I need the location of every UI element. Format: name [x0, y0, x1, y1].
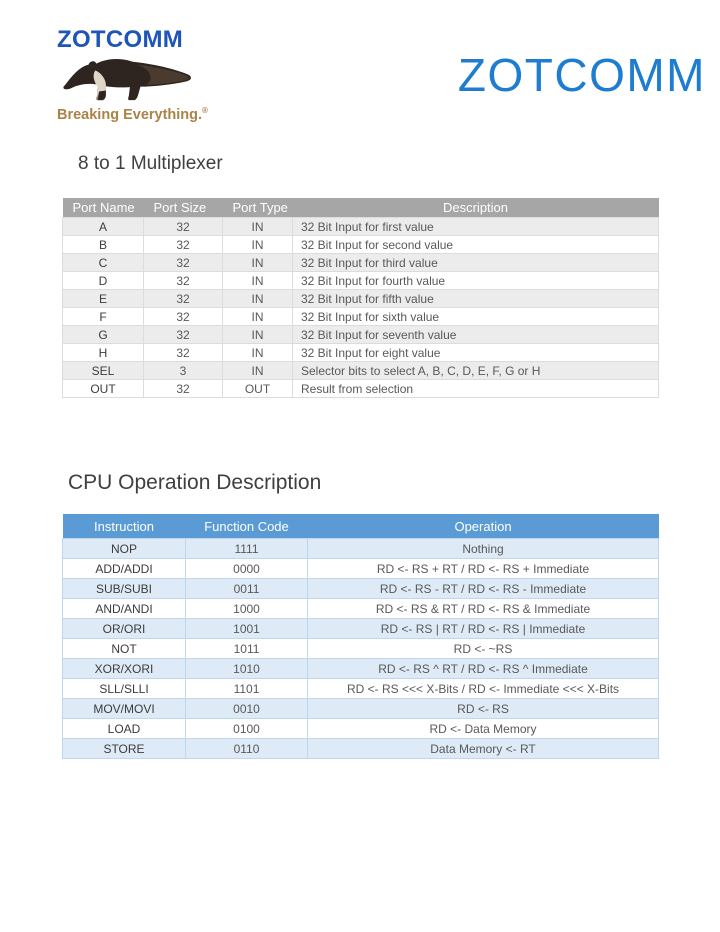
table-row: [63, 739, 659, 759]
table-cell: OR/ORI: [63, 619, 186, 639]
table-cell: 32: [144, 272, 223, 290]
table-cell: H: [63, 344, 144, 362]
table-cell: Selector bits to select A, B, C, D, E, F, G or H: [293, 362, 659, 380]
table-cell: AND/ANDI: [63, 599, 186, 619]
table-cell: IN: [223, 218, 293, 236]
table-cell: E: [63, 290, 144, 308]
table-row: [63, 290, 659, 308]
table-cell: 32: [144, 308, 223, 326]
table-cell: MOV/MOVI: [63, 699, 186, 719]
table-row: [63, 679, 659, 699]
column-header: Operation: [308, 514, 659, 539]
table-cell: 32 Bit Input for seventh value: [293, 326, 659, 344]
table-cell: 32 Bit Input for sixth value: [293, 308, 659, 326]
table-row: [63, 362, 659, 380]
table-row: [63, 308, 659, 326]
table-cell: OUT: [63, 380, 144, 398]
table-cell: 1101: [186, 679, 308, 699]
table-cell: B: [63, 236, 144, 254]
column-header: Instruction: [63, 514, 186, 539]
table-row: [63, 659, 659, 679]
table-cell: IN: [223, 236, 293, 254]
table-cell: 1111: [186, 539, 308, 559]
table-cell: 32 Bit Input for second value: [293, 236, 659, 254]
table-row: [63, 719, 659, 739]
table-cell: 32 Bit Input for fourth value: [293, 272, 659, 290]
table-cell: 1010: [186, 659, 308, 679]
column-header: Port Size: [144, 198, 223, 218]
table-cell: 0011: [186, 579, 308, 599]
table-row: [63, 639, 659, 659]
column-header: Port Name: [63, 198, 144, 218]
column-header: Function Code: [186, 514, 308, 539]
table-cell: 1001: [186, 619, 308, 639]
registered-trademark: ®: [202, 106, 208, 115]
table-cell: RD <- RS: [308, 699, 659, 719]
table-row: [63, 539, 659, 559]
table-cell: LOAD: [63, 719, 186, 739]
table-row: [63, 254, 659, 272]
table-row: [63, 344, 659, 362]
table-cell: XOR/XORI: [63, 659, 186, 679]
table-cell: Result from selection: [293, 380, 659, 398]
table-cell: IN: [223, 254, 293, 272]
table-cell: NOP: [63, 539, 186, 559]
table-cell: IN: [223, 272, 293, 290]
table-cell: SEL: [63, 362, 144, 380]
table-cell: 32 Bit Input for fifth value: [293, 290, 659, 308]
table-cell: IN: [223, 326, 293, 344]
table-cell: STORE: [63, 739, 186, 759]
section-title-multiplexer: 8 to 1 Multiplexer: [78, 153, 223, 174]
table-row: [63, 272, 659, 290]
zotcomm-logo: [57, 26, 207, 123]
table-cell: RD <- RS | RT / RD <- RS | Immediate: [308, 619, 659, 639]
table-cell: 32: [144, 236, 223, 254]
table-cell: SUB/SUBI: [63, 579, 186, 599]
header-wordmark: ZOTCOMM: [457, 49, 706, 101]
table-cell: F: [63, 308, 144, 326]
table-cell: RD <- RS & RT / RD <- RS & Immediate: [308, 599, 659, 619]
table-cell: RD <- RS + RT / RD <- RS + Immediate: [308, 559, 659, 579]
table-cell: RD <- RS - RT / RD <- RS - Immediate: [308, 579, 659, 599]
table-cell: OUT: [223, 380, 293, 398]
table-cell: RD <- RS <<< X-Bits / RD <- Immediate <<< X-Bits: [308, 679, 659, 699]
table-cell: 1000: [186, 599, 308, 619]
table-cell: 0100: [186, 719, 308, 739]
table-cell: IN: [223, 290, 293, 308]
table-cell: 32: [144, 380, 223, 398]
table-cell: ADD/ADDI: [63, 559, 186, 579]
table-cell: IN: [223, 308, 293, 326]
table-cell: 0110: [186, 739, 308, 759]
logo-tagline: [57, 103, 207, 123]
cpu-operation-table: [62, 514, 659, 759]
table-cell: 32: [144, 326, 223, 344]
table-cell: IN: [223, 344, 293, 362]
table-row: [63, 599, 659, 619]
table-cell: NOT: [63, 639, 186, 659]
table-row: [63, 236, 659, 254]
table-cell: 1011: [186, 639, 308, 659]
table-cell: 32 Bit Input for third value: [293, 254, 659, 272]
table-cell: 0000: [186, 559, 308, 579]
table-cell: RD <- RS ^ RT / RD <- RS ^ Immediate: [308, 659, 659, 679]
table-cell: 0010: [186, 699, 308, 719]
table-row: [63, 559, 659, 579]
table-cell: Nothing: [308, 539, 659, 559]
table-cell: IN: [223, 362, 293, 380]
logo-brand-text: ZOTCOMM: [57, 26, 184, 53]
table-cell: A: [63, 218, 144, 236]
table-cell: RD <- ~RS: [308, 639, 659, 659]
anteater-icon: [59, 55, 195, 103]
table-cell: G: [63, 326, 144, 344]
column-header: Port Type: [223, 198, 293, 218]
table-cell: C: [63, 254, 144, 272]
multiplexer-port-table: [62, 198, 659, 398]
table-cell: 3: [144, 362, 223, 380]
table-cell: 32: [144, 218, 223, 236]
table-row: [63, 326, 659, 344]
section-title-cpu-operations: CPU Operation Description: [68, 471, 322, 494]
column-header: Description: [293, 198, 659, 218]
table-cell: SLL/SLLI: [63, 679, 186, 699]
table-cell: RD <- Data Memory: [308, 719, 659, 739]
table-row: [63, 218, 659, 236]
table-cell: 32: [144, 344, 223, 362]
table-cell: 32 Bit Input for first value: [293, 218, 659, 236]
table-cell: 32 Bit Input for eight value: [293, 344, 659, 362]
table-cell: D: [63, 272, 144, 290]
table-row: [63, 579, 659, 599]
table-row: [63, 619, 659, 639]
header-row: [63, 198, 659, 218]
table-row: [63, 380, 659, 398]
table-cell: 32: [144, 254, 223, 272]
logo-tagline-text: Breaking Everything.: [57, 106, 203, 123]
table-row: [63, 699, 659, 719]
table-cell: 32: [144, 290, 223, 308]
table-cell: Data Memory <- RT: [308, 739, 659, 759]
header-row: [63, 514, 659, 539]
